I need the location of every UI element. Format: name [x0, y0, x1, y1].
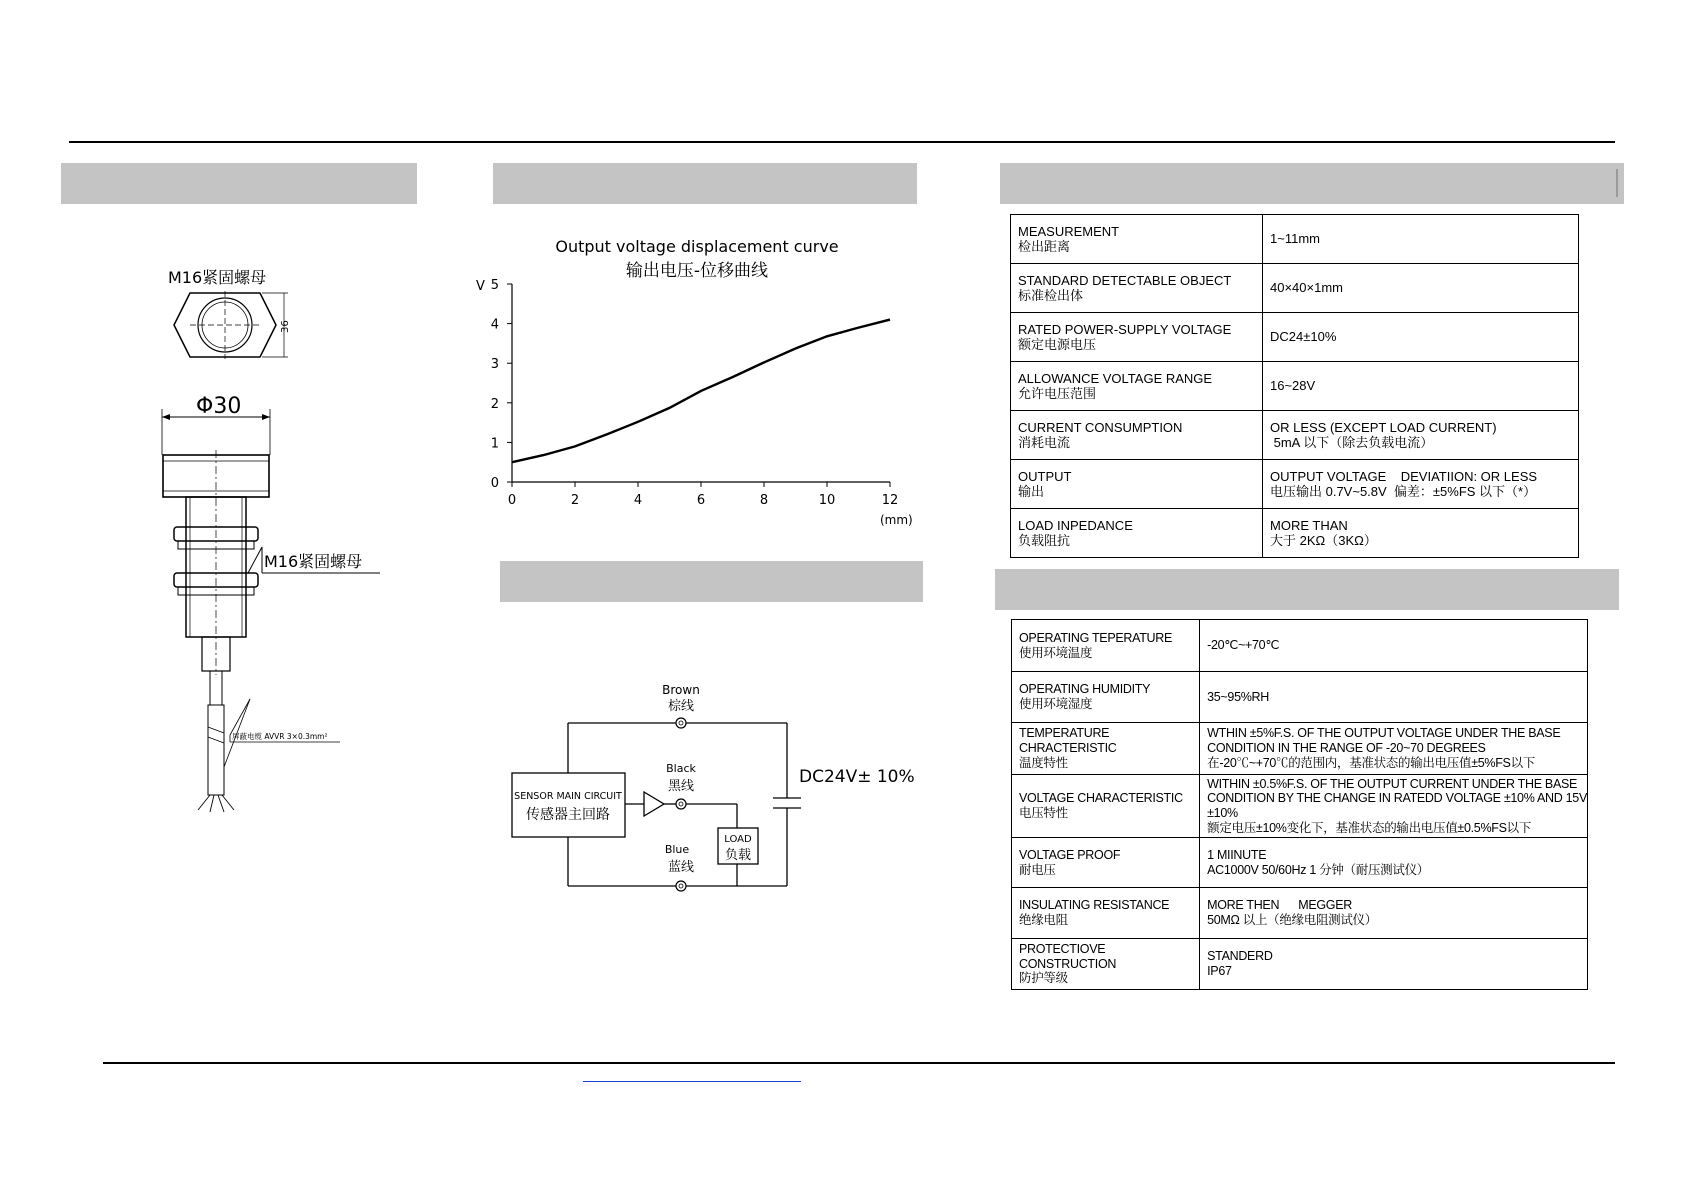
cable-label: 屏蔽电缆 AVVR 3×0.3mm²	[232, 732, 328, 741]
spec-key-en: ALLOWANCE VOLTAGE RANGE	[1018, 370, 1213, 386]
sensor-dimension-drawing	[150, 255, 400, 815]
spec-value-line: OR LESS (EXCEPT LOAD CURRENT)	[1270, 419, 1497, 435]
env-value-line: IP67	[1207, 964, 1232, 978]
environment-table	[1011, 619, 1588, 990]
env-key-cn: 温度特性	[1019, 755, 1068, 770]
spec-value	[1263, 362, 1579, 411]
section-bar-output-curve	[493, 163, 917, 204]
spec-value	[1263, 460, 1579, 509]
y-tick-label: 1	[490, 436, 499, 452]
footer-rule	[103, 1062, 1615, 1064]
spec-row	[1011, 362, 1579, 411]
supply-label: DC24V± 10%	[799, 767, 915, 787]
env-value-line: 35~95%RH	[1207, 689, 1270, 704]
spec-key-en: STANDARD DETECTABLE OBJECT	[1018, 272, 1232, 288]
env-row	[1012, 939, 1588, 990]
env-row	[1012, 723, 1588, 775]
env-key	[1012, 888, 1200, 939]
chart-subtitle: 输出电压-位移曲线	[625, 261, 769, 281]
series-line	[512, 320, 890, 463]
footer-link-underline[interactable]	[583, 1081, 801, 1082]
spec-value	[1263, 313, 1579, 362]
spec-row	[1011, 411, 1579, 460]
env-value-line: MORE THEN MEGGER	[1207, 898, 1352, 913]
nut-label-side: M16紧固螺母	[264, 552, 363, 571]
spec-value	[1263, 215, 1579, 264]
terminal-blue	[676, 881, 686, 891]
spec-value-line: MORE THAN	[1270, 517, 1348, 533]
env-key-en: PROTECTIOVE CONSTRUCTION	[1019, 941, 1117, 971]
label-blue-en: Blue	[664, 843, 690, 856]
section-bar-environment	[995, 569, 1619, 610]
spec-key	[1011, 509, 1263, 558]
env-key	[1012, 672, 1200, 723]
x-tick-label: 0	[507, 493, 517, 508]
spec-key-cn: 额定电源电压	[1018, 337, 1097, 352]
env-key-cn: 使用环境温度	[1019, 645, 1093, 660]
spec-value-line: 16~28V	[1270, 378, 1316, 394]
diameter-label: Φ30	[196, 394, 242, 419]
env-value	[1200, 672, 1588, 723]
env-row	[1012, 672, 1588, 723]
spec-key	[1011, 460, 1263, 509]
label-black-cn: 黑线	[667, 779, 695, 794]
cable	[208, 705, 224, 795]
spec-key	[1011, 264, 1263, 313]
spec-value-line: 大于 2KΩ（3KΩ）	[1270, 533, 1377, 548]
spec-value-line: 40×40×1mm	[1270, 280, 1343, 296]
spec-key-en: OUTPUT	[1018, 468, 1072, 484]
y-tick-label: 0	[490, 476, 499, 491]
env-value	[1200, 775, 1588, 838]
spec-key	[1011, 411, 1263, 460]
spec-key-cn: 允许电压范围	[1018, 386, 1097, 401]
spec-key-cn: 消耗电流	[1018, 435, 1071, 450]
env-value	[1200, 888, 1588, 939]
spec-row	[1011, 264, 1579, 313]
x-tick-label: 6	[696, 493, 706, 508]
label-brown-en: Brown	[662, 683, 700, 697]
env-key	[1012, 939, 1200, 990]
spec-value	[1263, 411, 1579, 460]
env-value-line: 额定电压±10%变化下，基准状态的输出电压值±0.5%FS以下	[1207, 820, 1532, 835]
env-key	[1012, 838, 1200, 888]
section-bar-edge	[1616, 169, 1618, 197]
x-tick-label: 2	[570, 493, 580, 508]
wiring-diagram	[505, 676, 935, 896]
sensor-box-cn: 传感器主回路	[526, 807, 610, 823]
spec-value-line: 1~11mm	[1270, 231, 1320, 247]
env-value-line: 1 MIINUTE	[1207, 847, 1267, 862]
env-value-line: CONDITION IN THE RANGE OF -20~70 DEGREES	[1207, 741, 1486, 756]
x-tick-label: 12	[881, 493, 899, 508]
y-tick-label: 3	[490, 357, 499, 373]
env-row	[1012, 775, 1588, 838]
env-row	[1012, 620, 1588, 672]
spec-key-en: RATED POWER-SUPPLY VOLTAGE	[1018, 321, 1232, 337]
env-key-cn: 电压特性	[1019, 806, 1068, 820]
env-value-line: ±10%	[1207, 806, 1238, 820]
env-value	[1200, 620, 1588, 672]
env-key-en: VOLTAGE CHARACTERISTIC	[1019, 791, 1183, 806]
spec-row	[1011, 215, 1579, 264]
env-key	[1012, 723, 1200, 775]
spec-key	[1011, 313, 1263, 362]
spec-value-line: 电压输出 0.7V~5.8V 偏差：±5%FS 以下（*）	[1270, 484, 1537, 499]
x-tick-label: 4	[633, 493, 643, 508]
specifications-table	[1010, 214, 1579, 558]
env-value	[1200, 723, 1588, 775]
nut-label-top: M16紧固螺母	[168, 268, 267, 287]
env-row	[1012, 838, 1588, 888]
chart-title: Output voltage displacement curve	[555, 237, 839, 256]
load-cn: 负载	[724, 848, 752, 863]
spec-key-cn: 输出	[1018, 484, 1045, 499]
env-key-en: TEMPERATURE CHRACTERISTIC	[1019, 726, 1117, 756]
env-value-line: AC1000V 50/60Hz 1 分钟（耐压测试仪）	[1207, 862, 1429, 877]
spec-value	[1263, 264, 1579, 313]
env-value-line: 50MΩ 以上（绝缘电阻测试仪）	[1207, 913, 1377, 927]
y-axis-label: V	[476, 279, 485, 294]
dim-36: 36	[280, 320, 291, 333]
env-key	[1012, 620, 1200, 672]
sensor-main-circuit-box	[512, 773, 625, 837]
env-value	[1200, 838, 1588, 888]
spec-key-en: CURRENT CONSUMPTION	[1018, 419, 1183, 435]
label-brown-cn: 棕线	[667, 699, 695, 714]
env-value-line: STANDERD	[1207, 949, 1273, 964]
spec-key	[1011, 362, 1263, 411]
load-en: LOAD	[724, 834, 752, 845]
spec-value-line: DC24±10%	[1270, 329, 1337, 345]
env-value-line: 在-20℃~+70℃的范围内，基准状态的输出电压值±5%FS以下	[1207, 755, 1535, 770]
env-value-line: WITHIN ±0.5%F.S. OF THE OUTPUT CURRENT UNDER THE BASE	[1207, 776, 1578, 791]
spec-value	[1263, 509, 1579, 558]
y-tick-label: 2	[490, 396, 499, 412]
spec-key-cn: 负载阻抗	[1018, 533, 1071, 548]
env-key-en: OPERATING TEPERATURE	[1019, 630, 1173, 645]
env-key-cn: 绝缘电阻	[1019, 913, 1068, 927]
env-key-en: VOLTAGE PROOF	[1019, 847, 1121, 862]
section-bar-wiring	[500, 561, 923, 602]
env-key-en: INSULATING RESISTANCE	[1019, 898, 1170, 913]
env-key-cn: 使用环境湿度	[1019, 697, 1093, 711]
y-tick-label: 4	[490, 317, 499, 333]
spec-row	[1011, 509, 1579, 558]
spec-row	[1011, 460, 1579, 509]
env-key-cn: 防护等级	[1019, 971, 1068, 986]
env-key-en: OPERATING HUMIDITY	[1019, 682, 1151, 697]
spec-value-line: 5mA 以下（除去负载电流）	[1270, 435, 1434, 450]
output-voltage-chart	[455, 232, 930, 532]
terminal-brown	[676, 718, 686, 728]
header-rule	[69, 141, 1615, 143]
env-row	[1012, 888, 1588, 939]
spec-key-en: MEASUREMENT	[1018, 223, 1120, 239]
env-value	[1200, 939, 1588, 990]
section-bar-specifications	[1000, 163, 1624, 204]
spec-key-cn: 检出距离	[1018, 239, 1071, 254]
x-tick-label: 8	[759, 493, 769, 508]
env-value-line: CONDITION BY THE CHANGE IN RATEDD VOLTAGE ±10% AND 15V	[1207, 791, 1587, 806]
section-bar-dimensions	[61, 163, 417, 204]
spec-key-en: LOAD INPEDANCE	[1018, 517, 1133, 533]
env-value-line: -20℃~+70℃	[1207, 638, 1280, 653]
spec-key	[1011, 215, 1263, 264]
x-tick-label: 10	[818, 493, 836, 508]
y-tick-label: 5	[490, 278, 499, 293]
terminal-black	[676, 799, 686, 809]
env-value-line: WTHIN ±5%F.S. OF THE OUTPUT VOLTAGE UNDER THE BASE	[1207, 726, 1561, 741]
spec-key-cn: 标准检出体	[1018, 288, 1084, 303]
sensor-box-en: SENSOR MAIN CIRCUIT	[514, 791, 622, 802]
spec-value-line: OUTPUT VOLTAGE DEVIATIION: OR LESS	[1270, 468, 1538, 484]
label-black-en: Black	[666, 762, 696, 775]
amplifier-symbol	[644, 792, 664, 816]
spec-row	[1011, 313, 1579, 362]
label-blue-cn: 蓝线	[667, 860, 695, 875]
env-key-cn: 耐电压	[1019, 862, 1056, 877]
env-key	[1012, 775, 1200, 838]
x-axis-unit: (mm)	[880, 513, 913, 527]
